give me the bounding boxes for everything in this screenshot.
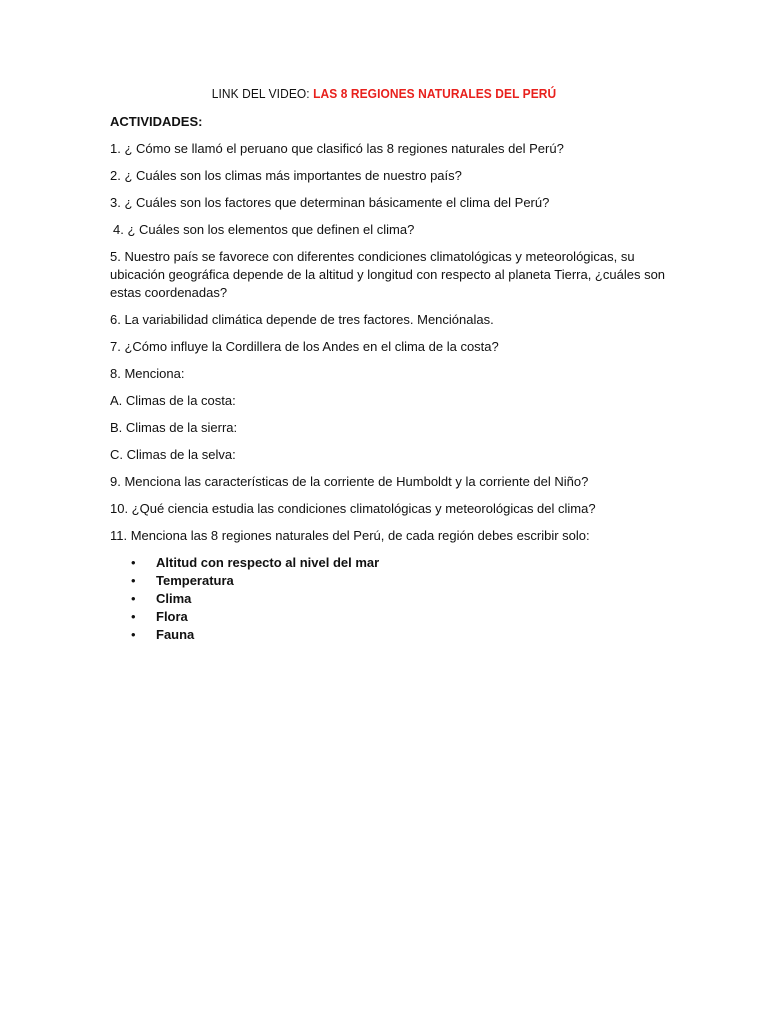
- document-body: [110, 113, 670, 644]
- activities-heading: ACTIVIDADES:: [110, 114, 203, 129]
- bullet-icon: •: [131, 573, 136, 588]
- question-5: 5. Nuestro país se favorece con diferentes condiciones climatológicas y meteorológicas, su ubicación geográfica depende de la altitud y longitud con respecto al planeta Tierra, ¿cuáles son estas coordenadas?: [110, 249, 666, 300]
- bullet-text: Clima: [156, 591, 192, 606]
- question-9: 9. Menciona las características de la corriente de Humboldt y la corriente del Niño?: [110, 474, 589, 489]
- bullet-text: Fauna: [156, 627, 195, 642]
- bullet-icon: •: [131, 555, 136, 570]
- question-10: 10. ¿Qué ciencia estudia las condiciones climatológicas y meteorológicas del clima?: [110, 501, 596, 516]
- question-8: 8. Menciona:: [110, 366, 185, 381]
- bullet-icon: •: [131, 627, 136, 642]
- question-8b: B. Climas de la sierra:: [110, 420, 238, 435]
- question-4: 4. ¿ Cuáles son los elementos que definen el clima?: [113, 222, 415, 237]
- list-item: [110, 590, 670, 608]
- question-7: 7. ¿Cómo influye la Cordillera de los Andes en el clima de la costa?: [110, 339, 499, 354]
- title-prefix: LINK DEL VIDEO:: [211, 86, 314, 101]
- question-1: 1. ¿ Cómo se llamó el peruano que clasificó las 8 regiones naturales del Perú?: [110, 141, 564, 156]
- question-6: 6. La variabilidad climática depende de tres factores. Menciónalas.: [110, 312, 494, 327]
- question-2: 2. ¿ Cuáles son los climas más importantes de nuestro país?: [110, 168, 462, 183]
- list-item: [110, 626, 670, 644]
- list-item: [110, 572, 670, 590]
- list-item: [110, 608, 670, 626]
- video-link[interactable]: LAS 8 REGIONES NATURALES DEL PERÚ: [313, 86, 557, 101]
- question-11: 11. Menciona las 8 regiones naturales del Perú, de cada región debes escribir solo:: [110, 528, 590, 543]
- list-item: [110, 554, 670, 572]
- question-3: 3. ¿ Cuáles son los factores que determinan básicamente el clima del Perú?: [110, 195, 550, 210]
- bullet-icon: •: [131, 591, 136, 606]
- bullet-icon: •: [131, 609, 136, 624]
- bullet-list: [110, 554, 670, 644]
- bullet-text: Flora: [156, 609, 188, 624]
- question-8a: A. Climas de la costa:: [110, 393, 236, 408]
- bullet-text: Altitud con respecto al nivel del mar: [156, 555, 380, 570]
- question-8c: C. Climas de la selva:: [110, 447, 236, 462]
- bullet-text: Temperatura: [156, 573, 234, 588]
- document-title: [31, 86, 738, 101]
